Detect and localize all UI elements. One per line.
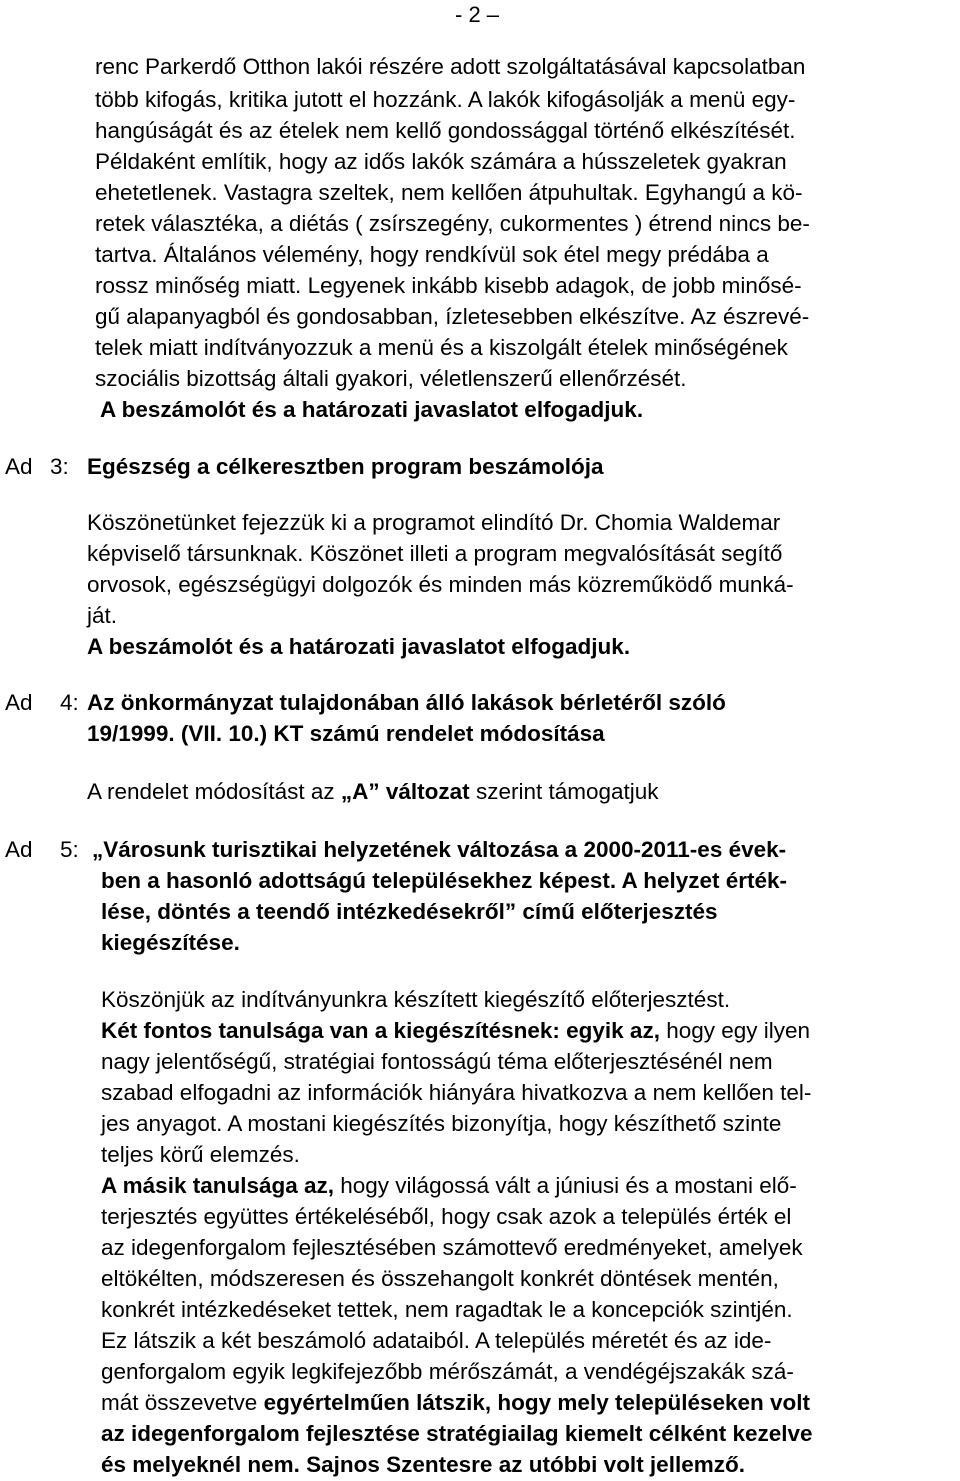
paragraph-line: és melyeknél nem. Sajnos Szentesre az utóbbi volt jellemző. [101, 1452, 745, 1477]
agenda-title: lése, döntés a teendő intézkedésekről” című előterjesztés [101, 899, 718, 924]
paragraph-line: több kifogás, kritika jutott el hozzánk. A lakók kifogásolják a menü egy- [95, 87, 796, 112]
paragraph-line: Példaként említik, hogy az idős lakók számára a hússzeletek gyakran [95, 149, 787, 174]
agenda-label: Ad [5, 690, 33, 715]
paragraph-line [101, 1018, 810, 1044]
paragraph-line: retek választéka, a diétás ( zsírszegény, cukormentes ) étrend nincs be- [95, 211, 810, 236]
paragraph-line: szociális bizottság általi gyakori, véletlenszerű ellenőrzését. [95, 366, 687, 391]
agenda-number: 4: [60, 690, 79, 715]
paragraph-line [87, 779, 659, 805]
agenda-title: ben a hasonló adottságú településekhez képest. A helyzet érték- [101, 868, 788, 893]
agenda-label: Ad [5, 454, 33, 479]
paragraph-line: az idegenforgalom fejlesztése stratégiailag kiemelt célként kezelve [101, 1421, 813, 1446]
paragraph-line [101, 1173, 797, 1199]
text-span: hogy egy ilyen [659, 1018, 811, 1043]
agenda-title: „Városunk turisztikai helyzetének változása a 2000-2011-es évek- [92, 837, 787, 862]
agenda-title: Az önkormányzat tulajdonában álló lakások bérletéről szóló [87, 690, 726, 715]
conclusion-text: A beszámolót és a határozati javaslatot elfogadjuk. [87, 634, 631, 659]
paragraph-line: orvosok, egészségügyi dolgozók és minden más közreműködő munká- [87, 572, 794, 597]
agenda-label: Ad [5, 837, 33, 862]
paragraph-line: Köszönjük az indítványunkra készített kiegészítő előterjesztést. [101, 987, 731, 1012]
paragraph-line: az idegenforgalom fejlesztésében számottevő eredményeket, amelyek [101, 1235, 803, 1260]
paragraph-line: jes anyagot. A mostani kiegészítés bizonyítja, hogy készíthető szinte [101, 1111, 782, 1136]
paragraph-line: képviselő társunknak. Köszönet illeti a program megvalósítását segítő [87, 541, 783, 566]
paragraph-line: teljes körű elemzés. [101, 1142, 300, 1167]
paragraph-line: eltökélten, módszeresen és összehangolt konkrét döntések mentén, [101, 1266, 779, 1291]
paragraph-line: szabad elfogadni az információk hiányára hivatkozva a nem kellően tel- [101, 1080, 812, 1105]
lesson-heading: A másik tanulsága az, [101, 1173, 335, 1198]
text-span: hogy világossá vált a júniusi és a mostani elő- [334, 1173, 797, 1198]
emphasis-text: egyértelműen látszik, hogy mely településeken volt [263, 1390, 811, 1415]
paragraph-line: nagy jelentőségű, stratégiai fontosságú téma előterjesztésénél nem [101, 1049, 773, 1074]
conclusion-text: A beszámolót és a határozati javaslatot elfogadjuk. [100, 397, 644, 422]
paragraph-line: tartva. Általános vélemény, hogy rendkívül sok étel megy prédába a [95, 242, 769, 267]
paragraph-line: gű alapanyagból és gondosabban, ízletesebben elkészítve. Az észrevé- [95, 304, 810, 329]
paragraph-line: telek miatt indítványozzuk a menü és a kiszolgált ételek minőségének [95, 335, 788, 360]
lesson-heading: Két fontos tanulsága van a kiegészítésnek: egyik az, [101, 1018, 660, 1043]
agenda-title: Egészség a célkeresztben program beszámolója [87, 454, 604, 479]
agenda-number: 5: [60, 837, 79, 862]
paragraph-line: Ez látszik a két beszámoló adataiból. A település méretét és az ide- [101, 1328, 772, 1353]
page-number: - 2 – [455, 2, 500, 27]
paragraph-line: Köszönetünket fejezzük ki a programot elindító Dr. Chomia Waldemar [87, 510, 781, 535]
paragraph-line: konkrét intézkedéseket tettek, nem ragadtak le a koncepciók szintjén. [101, 1297, 793, 1322]
paragraph-line [95, 54, 955, 80]
agenda-title: kiegészítése. [101, 930, 240, 955]
text-span: mát összevetve [101, 1390, 264, 1415]
paragraph-line: hangúságát és az ételek nem kellő gondossággal történő elkészítését. [95, 118, 796, 143]
agenda-number: 3: [50, 454, 69, 479]
paragraph-line: ját. [87, 603, 118, 628]
agenda-title: 19/1999. (VII. 10.) KT számú rendelet módosítása [87, 721, 605, 746]
text-span: A rendelet módosítást az [87, 779, 341, 804]
paragraph-line: rossz minőség miatt. Legyenek inkább kisebb adagok, de jobb minősé- [95, 273, 802, 298]
paragraph-line: ehetetlenek. Vastagra szeltek, nem kellően átpuhultak. Egyhangú a kö- [95, 180, 803, 205]
variant-label: „A” változat [340, 779, 470, 804]
paragraph-line: terjesztés együttes értékeléséből, hogy csak azok a település érték el [101, 1204, 792, 1229]
line-text: renc Parkerdő Otthon lakói részére adott szolgáltatásával kapcsolatban [95, 54, 806, 79]
paragraph-line [101, 1390, 810, 1416]
paragraph-line: genforgalom egyik legkifejezőbb mérőszámát, a vendégéjszakák szá- [101, 1359, 794, 1384]
text-span: szerint támogatjuk [469, 779, 659, 804]
